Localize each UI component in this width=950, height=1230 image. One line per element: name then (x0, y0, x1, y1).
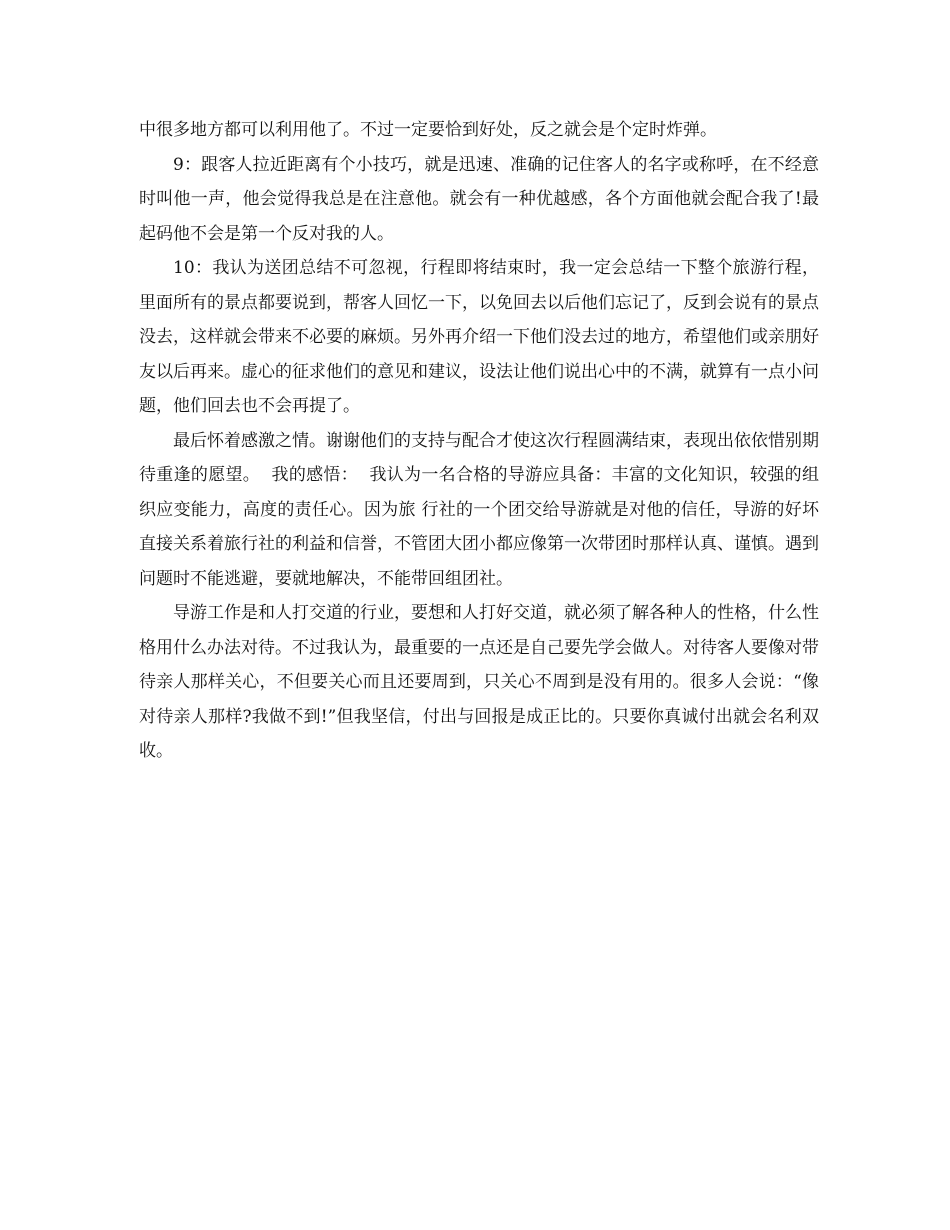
paragraph-tip-10: 10：我认为送团总结不可忽视，行程即将结束时，我一定会总结一下整个旅游行程，里面所有的景点都要说到，帮客人回忆一下，以免回去以后他们忘记了，反到会说有的景点没去，这样就会带来不必要的麻烦。另外再介绍一下他们没去过的地方，希望他们或亲朋好友以后再来。虚心的征求他们的意见和建议，设法让他们说出心中的不满，就算有一点小问题，他们回去也不会再提了。 (139, 258, 819, 416)
paragraph-conclusion: 最后怀着感激之情。谢谢他们的支持与配合才使这次行程圆满结束，表现出依依惜别期待重逢的愿望。 我的感悟： 我认为一名合格的导游应具备：丰富的文化知识，较强的组织应变能力，高度的责任心。因为旅 行社的一个团交给导游就是对他的信任，导游的好坏直接关系着旅行社的利益和信誉，不管团大团小都应像第一次带团时那样认真、谨慎。遇到问题时不能逃避，要就地解决，不能带回组团社。 (139, 430, 819, 589)
paragraph-continuation: 中很多地方都可以利用他了。不过一定要恰到好处，反之就会是个定时炸弹。 (139, 120, 717, 140)
paragraph-tip-9: 9：跟客人拉近距离有个小技巧，就是迅速、准确的记住客人的名字或称呼，在不经意时叫他一声，他会觉得我总是在注意他。就会有一种优越感，各个方面他就会配合我了!最起码他不会是第一个反对我的人。 (139, 154, 819, 244)
paragraph-reflection: 导游工作是和人打交道的行业，要想和人打好交道，就必须了解各种人的性格，什么性格用什么办法对待。不过我认为，最重要的一点还是自己要先学会做人。对待客人要像对带待亲人那样关心，不但要关心而且还要周到，只关心不周到是没有用的。很多人会说：“像对待亲人那样?我做不到!”但我坚信，付出与回报是成正比的。只要你真诚付出就会名利双收。 (139, 603, 819, 761)
document-body (139, 113, 819, 769)
